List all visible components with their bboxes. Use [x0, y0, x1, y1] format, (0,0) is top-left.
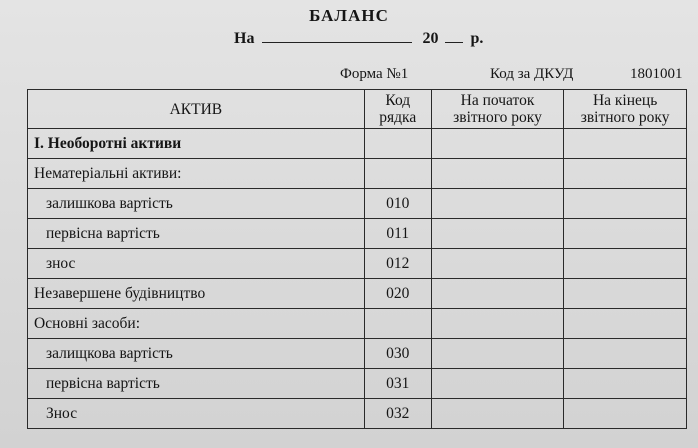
table-row — [28, 279, 687, 309]
table-row — [28, 189, 687, 219]
header-end-line2: звітного року — [580, 109, 670, 126]
table-header-row — [28, 90, 687, 129]
row-label: Знос — [28, 399, 365, 429]
row-label: первісна вартість — [28, 219, 365, 249]
header-code — [364, 90, 431, 129]
row-end-value[interactable] — [564, 249, 687, 279]
row-label: знос — [28, 249, 365, 279]
row-start-value[interactable] — [431, 129, 563, 159]
date-line — [234, 30, 483, 48]
table-row — [28, 399, 687, 429]
row-start-value[interactable] — [431, 159, 563, 189]
row-code: 030 — [364, 339, 431, 369]
table-row — [28, 309, 687, 339]
row-code — [364, 159, 431, 189]
table-row — [28, 129, 687, 159]
header-start-line1: На початок — [460, 92, 535, 109]
date-blank-field — [262, 30, 412, 43]
dkud-code: 1801001 — [630, 66, 683, 82]
row-start-value[interactable] — [431, 399, 563, 429]
header-end-line1: На кінець — [592, 92, 658, 109]
row-code: 031 — [364, 369, 431, 399]
date-century: 20 — [422, 30, 439, 47]
row-code: 020 — [364, 279, 431, 309]
row-label: залишкова вартість — [28, 189, 365, 219]
form-label: Форма №1 — [340, 66, 409, 82]
row-end-value[interactable] — [564, 219, 687, 249]
header-start-line2: звітного року — [453, 109, 542, 126]
header-code-line1: Код — [385, 92, 411, 109]
balance-table — [27, 89, 687, 429]
row-code: 012 — [364, 249, 431, 279]
row-start-value[interactable] — [431, 189, 563, 219]
header-asset-label: АКТИВ — [169, 100, 223, 118]
document-title: БАЛАНС — [309, 6, 389, 25]
date-prefix: На — [234, 30, 255, 47]
row-label: Незавершене будівництво — [28, 279, 365, 309]
row-code: 010 — [364, 189, 431, 219]
row-start-value[interactable] — [431, 279, 563, 309]
row-code — [364, 309, 431, 339]
table-row — [28, 339, 687, 369]
table-row — [28, 159, 687, 189]
row-end-value[interactable] — [564, 309, 687, 339]
year-blank-field — [445, 30, 463, 43]
table-row — [28, 369, 687, 399]
header-asset — [28, 90, 365, 129]
row-label: Основні засоби: — [28, 309, 365, 339]
row-label: залищкова вартість — [28, 339, 365, 369]
row-code: 032 — [364, 399, 431, 429]
row-end-value[interactable] — [564, 159, 687, 189]
row-start-value[interactable] — [431, 219, 563, 249]
table-row — [28, 249, 687, 279]
header-end-of-year — [564, 90, 687, 129]
table-row — [28, 219, 687, 249]
row-start-value[interactable] — [431, 369, 563, 399]
row-end-value[interactable] — [564, 129, 687, 159]
row-end-value[interactable] — [564, 399, 687, 429]
row-end-value[interactable] — [564, 339, 687, 369]
row-label: Нематеріальні активи: — [28, 159, 365, 189]
row-label: первісна вартість — [28, 369, 365, 399]
row-start-value[interactable] — [431, 249, 563, 279]
row-label: I. Необоротні активи — [28, 129, 365, 159]
header-code-line2: рядка — [379, 109, 417, 126]
row-code: 011 — [364, 219, 431, 249]
date-suffix: р. — [470, 30, 484, 47]
row-start-value[interactable] — [431, 339, 563, 369]
row-start-value[interactable] — [431, 309, 563, 339]
dkud-label: Код за ДКУД — [490, 66, 574, 82]
row-end-value[interactable] — [564, 279, 687, 309]
row-end-value[interactable] — [564, 189, 687, 219]
row-code — [364, 129, 431, 159]
header-start-of-year — [431, 90, 563, 129]
row-end-value[interactable] — [564, 369, 687, 399]
